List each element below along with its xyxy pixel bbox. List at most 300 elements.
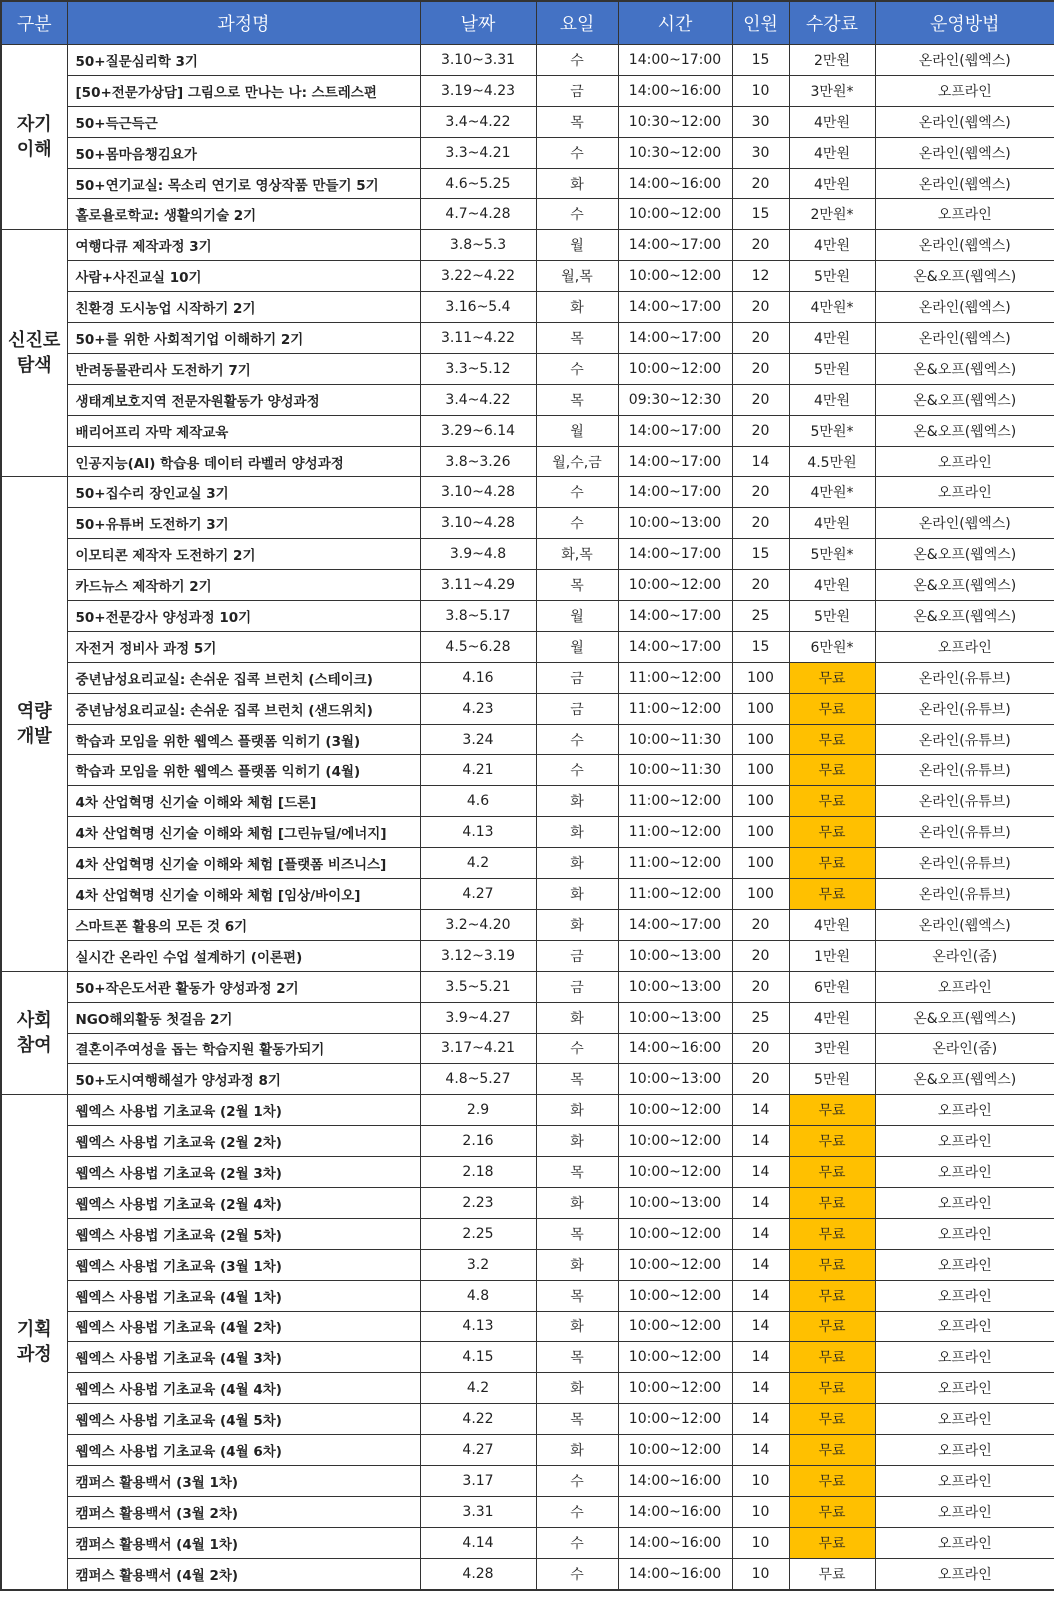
- capacity-cell: 14: [732, 1435, 789, 1466]
- table-row: [1, 477, 1054, 508]
- category-cell: 신진로 탐색: [1, 230, 67, 477]
- course-name-cell: 반려동물관리사 도전하기 7기: [67, 353, 420, 384]
- capacity-cell: 20: [732, 292, 789, 323]
- capacity-cell: 20: [732, 971, 789, 1002]
- capacity-cell: 100: [732, 817, 789, 848]
- weekday-cell: 목: [536, 1157, 618, 1188]
- course-name-cell: 학습과 모임을 위한 웹엑스 플랫폼 익히기 (4월): [67, 755, 420, 786]
- course-name-cell: 중년남성요리교실: 손쉬운 집콕 브런치 (샌드위치): [67, 693, 420, 724]
- capacity-cell: 14: [732, 446, 789, 477]
- method-cell: 온라인(웹엑스): [875, 168, 1054, 199]
- time-cell: 10:00~12:00: [618, 1126, 732, 1157]
- capacity-cell: 15: [732, 539, 789, 570]
- capacity-cell: 14: [732, 1126, 789, 1157]
- capacity-cell: 20: [732, 1064, 789, 1095]
- table-row: [1, 168, 1054, 199]
- capacity-cell: 10: [732, 1558, 789, 1589]
- fee-cell: 무료: [789, 1465, 875, 1496]
- course-name-cell: 캠퍼스 활용백서 (3월 2차): [67, 1496, 420, 1527]
- table-row: [1, 1095, 1054, 1126]
- method-cell: 온라인(유튜브): [875, 662, 1054, 693]
- capacity-cell: 20: [732, 1033, 789, 1064]
- time-cell: 10:00~13:00: [618, 971, 732, 1002]
- fee-cell: 2만원*: [789, 199, 875, 230]
- method-cell: 오프라인: [875, 1558, 1054, 1589]
- course-name-cell: 캠퍼스 활용백서 (4월 1차): [67, 1527, 420, 1558]
- course-name-cell: 실시간 온라인 수업 설계하기 (이론편): [67, 940, 420, 971]
- date-cell: 3.31: [420, 1496, 536, 1527]
- weekday-cell: 화: [536, 1095, 618, 1126]
- table-row: [1, 724, 1054, 755]
- weekday-cell: 수: [536, 45, 618, 76]
- fee-cell: 무료: [789, 1558, 875, 1589]
- capacity-cell: 20: [732, 508, 789, 539]
- fee-cell: 5만원: [789, 261, 875, 292]
- time-cell: 14:00~17:00: [618, 230, 732, 261]
- weekday-cell: 금: [536, 75, 618, 106]
- method-cell: 오프라인: [875, 1404, 1054, 1435]
- table-row: [1, 1465, 1054, 1496]
- course-name-cell: 캠퍼스 활용백서 (3월 1차): [67, 1465, 420, 1496]
- time-cell: 14:00~16:00: [618, 1496, 732, 1527]
- capacity-cell: 20: [732, 570, 789, 601]
- capacity-cell: 14: [732, 1311, 789, 1342]
- time-cell: 14:00~17:00: [618, 292, 732, 323]
- weekday-cell: 월: [536, 631, 618, 662]
- date-cell: 3.2: [420, 1249, 536, 1280]
- time-cell: 11:00~12:00: [618, 848, 732, 879]
- course-name-cell: 카드뉴스 제작하기 2기: [67, 570, 420, 601]
- date-cell: 3.9~4.27: [420, 1002, 536, 1033]
- course-name-cell: 4차 산업혁명 신기술 이해와 체험 [임상/바이오]: [67, 879, 420, 910]
- method-cell: 오프라인: [875, 1280, 1054, 1311]
- method-cell: 오프라인: [875, 1311, 1054, 1342]
- time-cell: 10:00~13:00: [618, 1187, 732, 1218]
- fee-cell: 6만원*: [789, 631, 875, 662]
- date-cell: 3.17: [420, 1465, 536, 1496]
- header-date: 날짜: [420, 1, 536, 45]
- time-cell: 10:00~13:00: [618, 508, 732, 539]
- time-cell: 10:00~12:00: [618, 570, 732, 601]
- weekday-cell: 화: [536, 292, 618, 323]
- course-name-cell: 웹엑스 사용법 기초교육 (2월 4차): [67, 1187, 420, 1218]
- table-row: [1, 1126, 1054, 1157]
- method-cell: 오프라인: [875, 971, 1054, 1002]
- course-name-cell: 웹엑스 사용법 기초교육 (4월 2차): [67, 1311, 420, 1342]
- table-row: [1, 1435, 1054, 1466]
- date-cell: 4.6: [420, 786, 536, 817]
- method-cell: 오프라인: [875, 1527, 1054, 1558]
- table-row: [1, 75, 1054, 106]
- weekday-cell: 금: [536, 971, 618, 1002]
- fee-cell: 무료: [789, 755, 875, 786]
- weekday-cell: 화: [536, 879, 618, 910]
- table-row: [1, 384, 1054, 415]
- table-row: [1, 1342, 1054, 1373]
- date-cell: 2.9: [420, 1095, 536, 1126]
- table-row: [1, 1187, 1054, 1218]
- fee-cell: 무료: [789, 1496, 875, 1527]
- fee-cell: 4만원: [789, 230, 875, 261]
- fee-cell: 2만원: [789, 45, 875, 76]
- method-cell: 온라인(유튜브): [875, 879, 1054, 910]
- method-cell: 온&오프(웹엑스): [875, 539, 1054, 570]
- weekday-cell: 화: [536, 1311, 618, 1342]
- fee-cell: 무료: [789, 1527, 875, 1558]
- header-capacity: 인원: [732, 1, 789, 45]
- time-cell: 14:00~17:00: [618, 631, 732, 662]
- date-cell: 4.15: [420, 1342, 536, 1373]
- method-cell: 온라인(유튜브): [875, 786, 1054, 817]
- date-cell: 4.22: [420, 1404, 536, 1435]
- course-name-cell: 생태계보호지역 전문자원활동가 양성과정: [67, 384, 420, 415]
- table-row: [1, 879, 1054, 910]
- fee-cell: 4만원*: [789, 477, 875, 508]
- course-name-cell: 여행다큐 제작과정 3기: [67, 230, 420, 261]
- fee-cell: 4만원: [789, 384, 875, 415]
- method-cell: 오프라인: [875, 1465, 1054, 1496]
- date-cell: 3.9~4.8: [420, 539, 536, 570]
- capacity-cell: 10: [732, 1527, 789, 1558]
- weekday-cell: 수: [536, 1558, 618, 1589]
- method-cell: 온&오프(웹엑스): [875, 415, 1054, 446]
- weekday-cell: 화: [536, 1373, 618, 1404]
- method-cell: 오프라인: [875, 477, 1054, 508]
- method-cell: 온라인(웹엑스): [875, 909, 1054, 940]
- weekday-cell: 화: [536, 168, 618, 199]
- capacity-cell: 10: [732, 1465, 789, 1496]
- course-name-cell: 웹엑스 사용법 기초교육 (4월 1차): [67, 1280, 420, 1311]
- fee-cell: 5만원: [789, 353, 875, 384]
- time-cell: 14:00~16:00: [618, 75, 732, 106]
- time-cell: 10:00~12:00: [618, 1342, 732, 1373]
- fee-cell: 무료: [789, 1280, 875, 1311]
- table-row: [1, 1064, 1054, 1095]
- date-cell: 4.6~5.25: [420, 168, 536, 199]
- course-name-cell: 50+유튜버 도전하기 3기: [67, 508, 420, 539]
- capacity-cell: 20: [732, 940, 789, 971]
- weekday-cell: 목: [536, 1218, 618, 1249]
- date-cell: 3.8~3.26: [420, 446, 536, 477]
- weekday-cell: 월: [536, 415, 618, 446]
- capacity-cell: 20: [732, 909, 789, 940]
- method-cell: 온라인(유튜브): [875, 693, 1054, 724]
- weekday-cell: 금: [536, 940, 618, 971]
- time-cell: 10:00~11:30: [618, 724, 732, 755]
- fee-cell: 무료: [789, 1218, 875, 1249]
- course-name-cell: 학습과 모임을 위한 웹엑스 플랫폼 익히기 (3월): [67, 724, 420, 755]
- course-name-cell: NGO해외활동 첫걸음 2기: [67, 1002, 420, 1033]
- capacity-cell: 100: [732, 848, 789, 879]
- capacity-cell: 15: [732, 631, 789, 662]
- date-cell: 3.5~5.21: [420, 971, 536, 1002]
- date-cell: 4.2: [420, 1373, 536, 1404]
- capacity-cell: 14: [732, 1187, 789, 1218]
- table-row: [1, 1218, 1054, 1249]
- time-cell: 10:00~12:00: [618, 353, 732, 384]
- time-cell: 10:00~12:00: [618, 1218, 732, 1249]
- category-cell: 사회 참여: [1, 971, 67, 1095]
- date-cell: 4.8: [420, 1280, 536, 1311]
- fee-cell: 4만원: [789, 323, 875, 354]
- fee-cell: 무료: [789, 1095, 875, 1126]
- table-row: [1, 662, 1054, 693]
- table-row: [1, 45, 1054, 76]
- date-cell: 4.21: [420, 755, 536, 786]
- category-cell: 기획 과정: [1, 1095, 67, 1590]
- date-cell: 4.7~4.28: [420, 199, 536, 230]
- date-cell: 3.10~4.28: [420, 477, 536, 508]
- course-name-cell: 웹엑스 사용법 기초교육 (4월 5차): [67, 1404, 420, 1435]
- table-row: [1, 631, 1054, 662]
- time-cell: 10:00~13:00: [618, 1064, 732, 1095]
- date-cell: 3.10~3.31: [420, 45, 536, 76]
- weekday-cell: 수: [536, 508, 618, 539]
- method-cell: 온라인(유튜브): [875, 817, 1054, 848]
- table-row: [1, 848, 1054, 879]
- method-cell: 온&오프(웹엑스): [875, 601, 1054, 632]
- weekday-cell: 목: [536, 1404, 618, 1435]
- weekday-cell: 목: [536, 384, 618, 415]
- time-cell: 10:00~12:00: [618, 199, 732, 230]
- header-fee: 수강료: [789, 1, 875, 45]
- method-cell: 온라인(줌): [875, 1033, 1054, 1064]
- course-name-cell: 웹엑스 사용법 기초교육 (3월 1차): [67, 1249, 420, 1280]
- course-name-cell: 4차 산업혁명 신기술 이해와 체험 [그린뉴딜/에너지]: [67, 817, 420, 848]
- category-cell: 자기 이해: [1, 45, 67, 230]
- header-category: 구분: [1, 1, 67, 45]
- time-cell: 10:00~12:00: [618, 1311, 732, 1342]
- weekday-cell: 월: [536, 230, 618, 261]
- capacity-cell: 20: [732, 323, 789, 354]
- date-cell: 4.8~5.27: [420, 1064, 536, 1095]
- fee-cell: 무료: [789, 879, 875, 910]
- course-name-cell: 50+를 위한 사회적기업 이해하기 2기: [67, 323, 420, 354]
- table-row: [1, 323, 1054, 354]
- table-row: [1, 693, 1054, 724]
- capacity-cell: 10: [732, 75, 789, 106]
- capacity-cell: 25: [732, 601, 789, 632]
- fee-cell: 무료: [789, 786, 875, 817]
- fee-cell: 무료: [789, 1404, 875, 1435]
- time-cell: 09:30~12:30: [618, 384, 732, 415]
- date-cell: 3.12~3.19: [420, 940, 536, 971]
- fee-cell: 무료: [789, 1249, 875, 1280]
- time-cell: 10:00~12:00: [618, 1280, 732, 1311]
- fee-cell: 무료: [789, 1126, 875, 1157]
- header-row: [1, 1, 1054, 45]
- course-name-cell: 4차 산업혁명 신기술 이해와 체험 [플랫폼 비즈니스]: [67, 848, 420, 879]
- date-cell: 4.28: [420, 1558, 536, 1589]
- table-row: [1, 755, 1054, 786]
- capacity-cell: 10: [732, 1496, 789, 1527]
- date-cell: 3.3~5.12: [420, 353, 536, 384]
- time-cell: 11:00~12:00: [618, 693, 732, 724]
- table-row: [1, 137, 1054, 168]
- table-row: [1, 1002, 1054, 1033]
- table-row: [1, 446, 1054, 477]
- fee-cell: 4만원*: [789, 292, 875, 323]
- course-name-cell: 웹엑스 사용법 기초교육 (4월 3차): [67, 1342, 420, 1373]
- table-row: [1, 601, 1054, 632]
- method-cell: 온라인(유튜브): [875, 848, 1054, 879]
- fee-cell: 5만원: [789, 601, 875, 632]
- fee-cell: 5만원*: [789, 539, 875, 570]
- date-cell: 3.10~4.28: [420, 508, 536, 539]
- capacity-cell: 14: [732, 1342, 789, 1373]
- fee-cell: 6만원: [789, 971, 875, 1002]
- time-cell: 14:00~17:00: [618, 477, 732, 508]
- time-cell: 14:00~17:00: [618, 601, 732, 632]
- fee-cell: 4만원: [789, 106, 875, 137]
- fee-cell: 무료: [789, 848, 875, 879]
- time-cell: 11:00~12:00: [618, 817, 732, 848]
- weekday-cell: 화: [536, 848, 618, 879]
- capacity-cell: 14: [732, 1404, 789, 1435]
- table-row: [1, 106, 1054, 137]
- method-cell: 온&오프(웹엑스): [875, 353, 1054, 384]
- table-row: [1, 508, 1054, 539]
- fee-cell: 무료: [789, 1311, 875, 1342]
- table-row: [1, 1558, 1054, 1589]
- capacity-cell: 14: [732, 1373, 789, 1404]
- date-cell: 3.11~4.22: [420, 323, 536, 354]
- capacity-cell: 100: [732, 724, 789, 755]
- weekday-cell: 화: [536, 1187, 618, 1218]
- capacity-cell: 25: [732, 1002, 789, 1033]
- fee-cell: 무료: [789, 1373, 875, 1404]
- time-cell: 14:00~17:00: [618, 323, 732, 354]
- course-name-cell: 웹엑스 사용법 기초교육 (4월 6차): [67, 1435, 420, 1466]
- date-cell: 3.4~4.22: [420, 384, 536, 415]
- weekday-cell: 수: [536, 1033, 618, 1064]
- method-cell: 온&오프(웹엑스): [875, 1002, 1054, 1033]
- table-row: [1, 261, 1054, 292]
- method-cell: 온라인(웹엑스): [875, 323, 1054, 354]
- weekday-cell: 수: [536, 724, 618, 755]
- fee-cell: 4만원: [789, 909, 875, 940]
- method-cell: 오프라인: [875, 446, 1054, 477]
- weekday-cell: 화,목: [536, 539, 618, 570]
- weekday-cell: 수: [536, 755, 618, 786]
- table-row: [1, 1033, 1054, 1064]
- weekday-cell: 목: [536, 106, 618, 137]
- fee-cell: 5만원: [789, 1064, 875, 1095]
- method-cell: 오프라인: [875, 1342, 1054, 1373]
- capacity-cell: 100: [732, 786, 789, 817]
- table-row: [1, 1404, 1054, 1435]
- weekday-cell: 금: [536, 662, 618, 693]
- date-cell: 2.16: [420, 1126, 536, 1157]
- date-cell: 3.8~5.3: [420, 230, 536, 261]
- course-name-cell: 웹엑스 사용법 기초교육 (4월 4차): [67, 1373, 420, 1404]
- method-cell: 온&오프(웹엑스): [875, 570, 1054, 601]
- capacity-cell: 30: [732, 106, 789, 137]
- table-row: [1, 1157, 1054, 1188]
- method-cell: 오프라인: [875, 75, 1054, 106]
- capacity-cell: 100: [732, 755, 789, 786]
- capacity-cell: 15: [732, 45, 789, 76]
- fee-cell: 무료: [789, 1435, 875, 1466]
- table-row: [1, 539, 1054, 570]
- weekday-cell: 금: [536, 693, 618, 724]
- method-cell: 오프라인: [875, 1496, 1054, 1527]
- table-row: [1, 570, 1054, 601]
- time-cell: 10:30~12:00: [618, 106, 732, 137]
- method-cell: 오프라인: [875, 1187, 1054, 1218]
- header-course-name: 과정명: [67, 1, 420, 45]
- method-cell: 오프라인: [875, 1249, 1054, 1280]
- date-cell: 3.11~4.29: [420, 570, 536, 601]
- method-cell: 오프라인: [875, 1095, 1054, 1126]
- course-name-cell: 50+연기교실: 목소리 연기로 영상작품 만들기 5기: [67, 168, 420, 199]
- weekday-cell: 수: [536, 137, 618, 168]
- table-row: [1, 1496, 1054, 1527]
- table-row: [1, 786, 1054, 817]
- time-cell: 11:00~12:00: [618, 879, 732, 910]
- table-row: [1, 1373, 1054, 1404]
- capacity-cell: 100: [732, 693, 789, 724]
- course-name-cell: 이모티콘 제작자 도전하기 2기: [67, 539, 420, 570]
- table-row: [1, 415, 1054, 446]
- fee-cell: 무료: [789, 1187, 875, 1218]
- fee-cell: 무료: [789, 1157, 875, 1188]
- weekday-cell: 수: [536, 353, 618, 384]
- weekday-cell: 화: [536, 909, 618, 940]
- weekday-cell: 화: [536, 1126, 618, 1157]
- capacity-cell: 14: [732, 1218, 789, 1249]
- time-cell: 10:00~12:00: [618, 1373, 732, 1404]
- date-cell: 3.4~4.22: [420, 106, 536, 137]
- time-cell: 10:00~13:00: [618, 1002, 732, 1033]
- course-name-cell: 웹엑스 사용법 기초교육 (2월 3차): [67, 1157, 420, 1188]
- fee-cell: 무료: [789, 817, 875, 848]
- date-cell: 3.16~5.4: [420, 292, 536, 323]
- table-row: [1, 199, 1054, 230]
- weekday-cell: 수: [536, 477, 618, 508]
- capacity-cell: 14: [732, 1280, 789, 1311]
- date-cell: 2.23: [420, 1187, 536, 1218]
- date-cell: 4.23: [420, 693, 536, 724]
- method-cell: 오프라인: [875, 1373, 1054, 1404]
- time-cell: 11:00~12:00: [618, 662, 732, 693]
- method-cell: 온라인(웹엑스): [875, 508, 1054, 539]
- fee-cell: 4만원: [789, 570, 875, 601]
- table-row: [1, 940, 1054, 971]
- time-cell: 10:00~12:00: [618, 1249, 732, 1280]
- method-cell: 온라인(웹엑스): [875, 292, 1054, 323]
- fee-cell: 3만원: [789, 1033, 875, 1064]
- course-name-cell: 사람+사진교실 10기: [67, 261, 420, 292]
- time-cell: 10:30~12:00: [618, 137, 732, 168]
- method-cell: 온라인(유튜브): [875, 755, 1054, 786]
- method-cell: 오프라인: [875, 1435, 1054, 1466]
- course-name-cell: 인공지능(AI) 학습용 데이터 라벨러 양성과정: [67, 446, 420, 477]
- table-row: [1, 230, 1054, 261]
- method-cell: 오프라인: [875, 1126, 1054, 1157]
- time-cell: 14:00~17:00: [618, 909, 732, 940]
- weekday-cell: 월,목: [536, 261, 618, 292]
- time-cell: 14:00~16:00: [618, 1465, 732, 1496]
- fee-cell: 4만원: [789, 508, 875, 539]
- date-cell: 3.24: [420, 724, 536, 755]
- weekday-cell: 수: [536, 1465, 618, 1496]
- course-name-cell: 4차 산업혁명 신기술 이해와 체험 [드론]: [67, 786, 420, 817]
- time-cell: 10:00~13:00: [618, 940, 732, 971]
- fee-cell: 1만원: [789, 940, 875, 971]
- table-row: [1, 292, 1054, 323]
- time-cell: 14:00~16:00: [618, 1527, 732, 1558]
